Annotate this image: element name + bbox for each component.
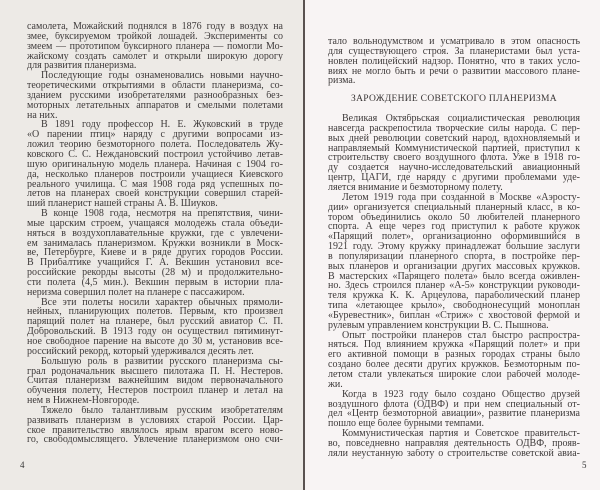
text-line: развивать планеризм в условиях старой России. Цар-	[27, 415, 283, 426]
text-line: нейных, планирующих полетов. Первым, кто произвел	[27, 307, 283, 318]
paragraph	[27, 357, 283, 406]
text-line: но. Здесь строился планер «А-5» конструкции руководи-	[328, 281, 580, 292]
text-line: мые царским строем, учащаяся молодежь стала объеди-	[27, 218, 283, 229]
text-line: няться в воздухоплавательные кружки, где с увлечени-	[27, 228, 283, 239]
text-line: строительству своего воздушного флота. Уже в 1918 го-	[328, 153, 580, 164]
text-line: Великая Октябрьская социалистическая революция	[342, 114, 580, 124]
text-line: го, свободомыслящего. Увлечение планеризмом оно счи-	[27, 435, 283, 446]
text-line: на них.	[27, 110, 58, 121]
text-line: парящий полет на планере, был русский авиатор С. П.	[27, 317, 283, 328]
text-line: пошло еще более бурными темпами.	[328, 419, 485, 430]
text-line: В мастерских «Парящего полета» было всегда оживлен-	[328, 271, 580, 282]
text-line: для существующего строя. За планеристами был уста-	[328, 46, 580, 57]
text-line: Большую роль в развитии русского планеризма сы-	[41, 356, 283, 367]
text-line: тором объединились около 50 любителей планерного	[328, 212, 580, 223]
text-line: летов на планерах своей конструкции совершил старей-	[27, 189, 283, 200]
text-line: виях не могло быть и речи о развитии массового плане-	[328, 66, 580, 77]
text-line: Считая планеризм важнейшим видом первоначального	[27, 376, 283, 387]
text-line: жайскому создать самолет и открыли широкую дорогу	[27, 51, 283, 62]
text-line: вых дней революции советский народ, вдохновляемый и	[328, 133, 580, 144]
text-line: шую оригинальную модель планера. Начиная с 1904 го-	[27, 159, 283, 170]
paragraph	[27, 22, 283, 71]
text-line: зданием русскими изобретателями разнообразных без-	[27, 90, 283, 101]
right-page-text	[328, 37, 580, 459]
text-line: грал родоначальник высшего пилотажа П. Н. Нестеров.	[27, 366, 283, 377]
text-line: спорта. А еще через год приступил к работе кружок	[328, 222, 580, 233]
text-line: теля кружка К. К. Арцеулова, параболический планер	[328, 291, 580, 302]
paragraph	[328, 390, 580, 429]
paragraph	[328, 193, 580, 331]
text-line: да, несколько планеров построили учащиеся Киевского	[27, 169, 283, 180]
paragraph	[27, 406, 283, 445]
text-line: навсегда раскрепостила творческие силы народа. С пер-	[328, 123, 580, 134]
text-line: Последующие годы ознаменовались новыми научно-	[41, 71, 283, 82]
text-line: Коммунистическая партия и Советское правительст-	[342, 429, 580, 439]
left-page-text	[27, 22, 283, 445]
text-line: «Парящий полет», организационно оформившийся в	[328, 232, 580, 243]
text-line: неризма совершил полет на планере с пассажиром.	[27, 287, 245, 298]
text-line: В 1891 году профессор Н. Е. Жуковский в труде	[41, 120, 283, 131]
right-page	[305, 0, 600, 490]
text-line: Добровольский. В 1913 году он осуществил пятиминут-	[27, 327, 283, 337]
page-number: 5	[582, 460, 587, 470]
text-line: нем в Нижнем-Новгороде.	[27, 396, 140, 406]
text-line: российские рекорды высоты (28 м) и продолжительно-	[27, 268, 283, 278]
paragraph	[328, 429, 580, 459]
paragraph	[27, 209, 283, 298]
text-line: ве, Петербурге, Киеве и в ряде других городов России.	[27, 248, 283, 259]
text-line: его активной помощи в разных городах страны было	[328, 350, 580, 361]
text-line: сти полета (4,5 мин.). Векшин первым в истории пла-	[27, 277, 283, 288]
text-line: направляемый Коммунистической партией, приступил к	[328, 143, 580, 154]
paragraph	[328, 37, 580, 86]
paragraph	[27, 71, 283, 120]
text-line: создано более десяти других кружков. Безмоторным по-	[328, 360, 580, 370]
text-line: во, повседневно направляя деятельность ОДВФ, прояв-	[328, 438, 580, 449]
text-line: тало вольнодумством и усматривало в этом опасность	[328, 37, 580, 47]
text-line: «О парении птиц» наряду с другими вопросами из-	[27, 130, 283, 141]
text-line: теоретическими открытиями в области планеризма, со-	[27, 81, 283, 91]
text-line: моторных летательных аппаратов и смелыми полетами	[27, 100, 283, 111]
text-line: Летом 1919 года при созданной в Москве «Аэросту-	[342, 192, 580, 203]
paragraph	[328, 331, 580, 390]
paragraph	[27, 298, 283, 357]
text-line: Тяжело было талантливым русским изобретателям	[41, 405, 283, 416]
text-line: В Прибалтике учащийся Г. А. Векшин установил все-	[27, 258, 283, 269]
text-line: рулевым управлением конструкции В. С. Пышнова.	[328, 320, 549, 331]
text-line: в популяризации планерного спорта, в постройке пер-	[328, 251, 580, 262]
text-line: российский рекорд, который удерживался десять лет.	[27, 346, 254, 357]
text-line: ложил теорию безмоторного полета. Последователь Жу-	[27, 140, 283, 150]
text-line: Когда в 1923 году было создано Общество друзей	[342, 389, 580, 400]
text-line: няться. Под влиянием кружка «Парящий полет» и при	[328, 340, 580, 351]
text-line: новлен полицейский надзор. Понятно, что в таких усло-	[328, 56, 580, 67]
text-line: ковского С. С. Неждановский построил устойчиво летав-	[27, 149, 283, 160]
text-line: ляли неустанную заботу о строительстве советской авиа-	[328, 448, 580, 459]
page-number: 4	[20, 460, 25, 470]
text-line: ризма.	[328, 76, 356, 87]
text-line: обучения полету, Нестеров построил планер и летал на	[27, 386, 283, 397]
text-line: В конце 1908 года, несмотря на препятствия, чини-	[41, 209, 283, 219]
text-line: самолета, Можайский поднялся в 1876 году в воздух на	[27, 22, 283, 32]
text-line: летом стали увлекаться широкие слои рабочей молоде-	[328, 370, 580, 380]
text-line: дел «Центр безмоторной авиации», развитие планеризма	[328, 409, 580, 420]
text-line: 1921 году. Этому кружку принадлежат большие заслуги	[328, 242, 580, 252]
text-line: ду создается научно-исследовательский авиационный	[328, 163, 580, 174]
paragraph	[27, 120, 283, 209]
paragraph	[328, 114, 580, 193]
text-line: ем занималась планеризмом. Кружки возникли в Моск-	[27, 238, 283, 249]
text-line: типа «летающее крыло», свободнонесущий моноплан	[328, 301, 580, 311]
text-line: Все эти полеты носили характер обычных прямоли-	[41, 297, 283, 308]
text-line: жи.	[328, 379, 343, 390]
text-line: дии» организуется специальный планерный класс, в ко-	[328, 202, 580, 213]
text-line: ший планерист нашей страны А. В. Шиуков.	[27, 199, 218, 210]
text-line: воздушного флота (ОДВФ) и при нем специальный от-	[328, 399, 580, 410]
text-line: змее, буксируемом тройкой лошадей. Эксперименты со	[27, 31, 283, 42]
text-line: вых планеров и организации других массовых кружков.	[328, 261, 580, 272]
text-line: Опыт постройки планеров стал быстро распростра-	[342, 330, 580, 341]
text-line: змеем — прототипом буксирного планера — помогли Мо-	[27, 41, 283, 52]
section-heading: ЗАРОЖДЕНИЕ СОВЕТСКОГО ПЛАНЕРИЗМА	[351, 94, 557, 105]
text-line: ляется внимание и безмоторному полету.	[328, 182, 503, 193]
text-line: реального училища. С мая 1908 года ряд успешных по-	[27, 179, 283, 190]
text-line: ное свободное парение на высоте до 30 м, установив все-	[27, 337, 283, 347]
text-line: центр, ЦАГИ, где наряду с другими проблемами уде-	[328, 173, 580, 183]
text-line: ское правительство являлось ярым врагом всего ново-	[27, 425, 283, 436]
text-line: для развития планеризма.	[27, 61, 137, 72]
text-line: «Буревестник», биплан «Стриж» с хвостовой фермой и	[328, 310, 580, 321]
